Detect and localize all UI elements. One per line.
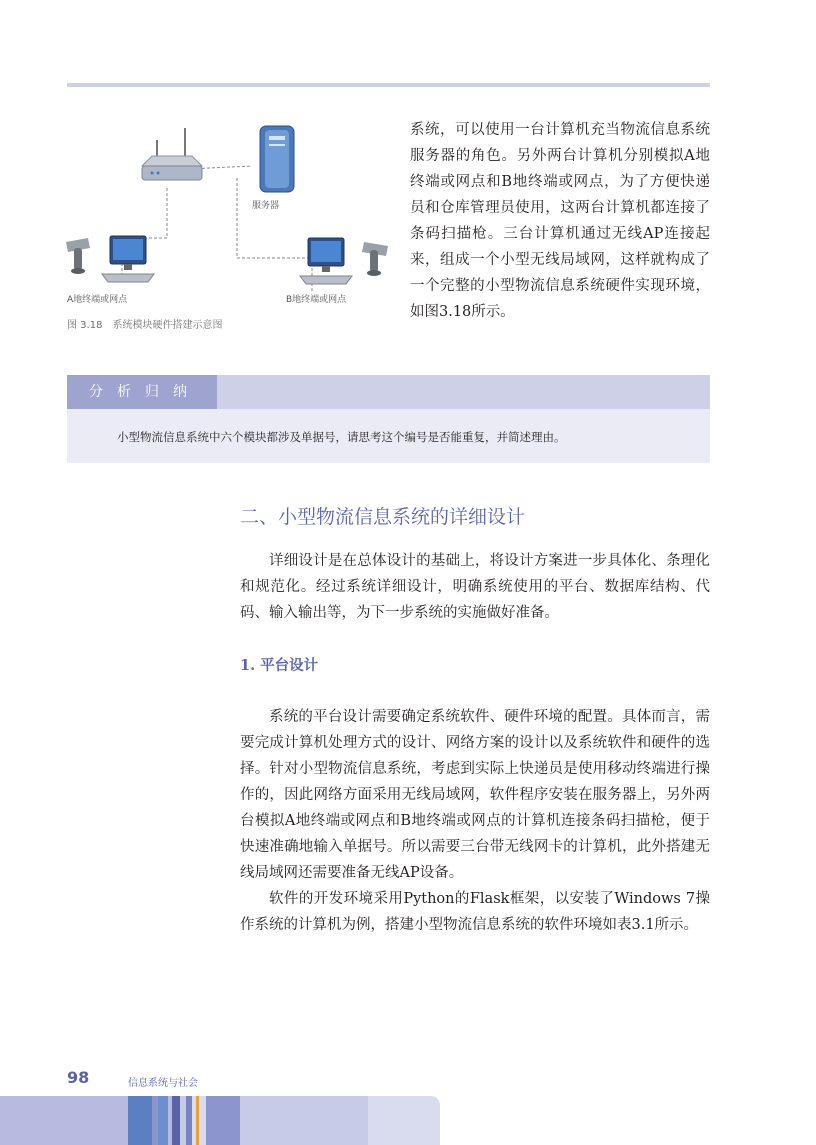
wireless-router-icon <box>142 128 202 180</box>
header-rule <box>67 83 710 87</box>
body-paragraphs <box>240 704 710 938</box>
paragraph-platform: 系统的平台设计需要确定系统软件、硬件环境的配置。具体而言，需要完成计算机处理方式的设计、网络方案的设计以及系统软件和硬件的选择。针对小型物流信息系统，考虑到实际上快递员是使用移动终端进行操作的，因此网络方面采用无线局域网，软件程序安装在服务器上，另外两台模拟A地终端或网点和B地终端或网点的计算机连接条码扫描枪，便于快速准确地输入单据号。所以需要三台带无线网卡的计算机，此外搭建无线局域网还需要准备无线AP设备。 <box>240 709 710 881</box>
side-paragraph: 系统，可以使用一台计算机充当物流信息系统服务器的角色。另外两台计算机分别模拟A地终端或网点和B地终端或网点，为了方便快递员和仓库管理员使用，这两台计算机都连接了条码扫描枪。三台计算机通过无线AP连接起来，组成一个小型无线局域网，这样就构成了一个完整的小型物流信息系统硬件实现环境，如图3.18所示。 <box>410 122 710 320</box>
analysis-box <box>67 375 710 463</box>
analysis-heading: 分析归纳 <box>67 375 217 409</box>
barcode-scanner-b-icon <box>362 242 388 276</box>
subsection-title: 1. 平台设计 <box>240 657 319 674</box>
footer-book-title: 信息系统与社会 <box>128 1078 198 1089</box>
barcode-scanner-a-icon <box>66 238 90 274</box>
intro-paragraph <box>240 548 710 626</box>
computer-a-icon <box>102 236 154 282</box>
server-icon <box>260 126 294 192</box>
server-label: 服务器 <box>252 201 280 211</box>
analysis-text: 小型物流信息系统中六个模块都涉及单据号，请思考这个编号是否能重复，并简述理由。 <box>117 430 566 444</box>
computer-b-icon <box>300 238 352 284</box>
analysis-heading-band <box>217 375 710 409</box>
figure-caption: 图 3.18 系统模块硬件搭建示意图 <box>67 320 223 331</box>
page-number: 98 <box>67 1068 90 1087</box>
footer-decoration <box>0 1096 440 1145</box>
section-title: 二、小型物流信息系统的详细设计 <box>240 506 526 528</box>
terminal-b-label: B地终端或网点 <box>286 295 347 305</box>
paragraph-software: 软件的开发环境采用Python的Flask框架，以安装了Windows 7操作系统的计算机为例，搭建小型物流信息系统的软件环境如表3.1所示。 <box>240 891 710 933</box>
terminal-a-label: A地终端或网点 <box>67 295 128 305</box>
intro-text: 详细设计是在总体设计的基础上，将设计方案进一步具体化、条理化和规范化。经过系统详细设计，明确系统使用的平台、数据库结构、代码、输入输出等，为下一步系统的实施做好准备。 <box>240 553 710 621</box>
